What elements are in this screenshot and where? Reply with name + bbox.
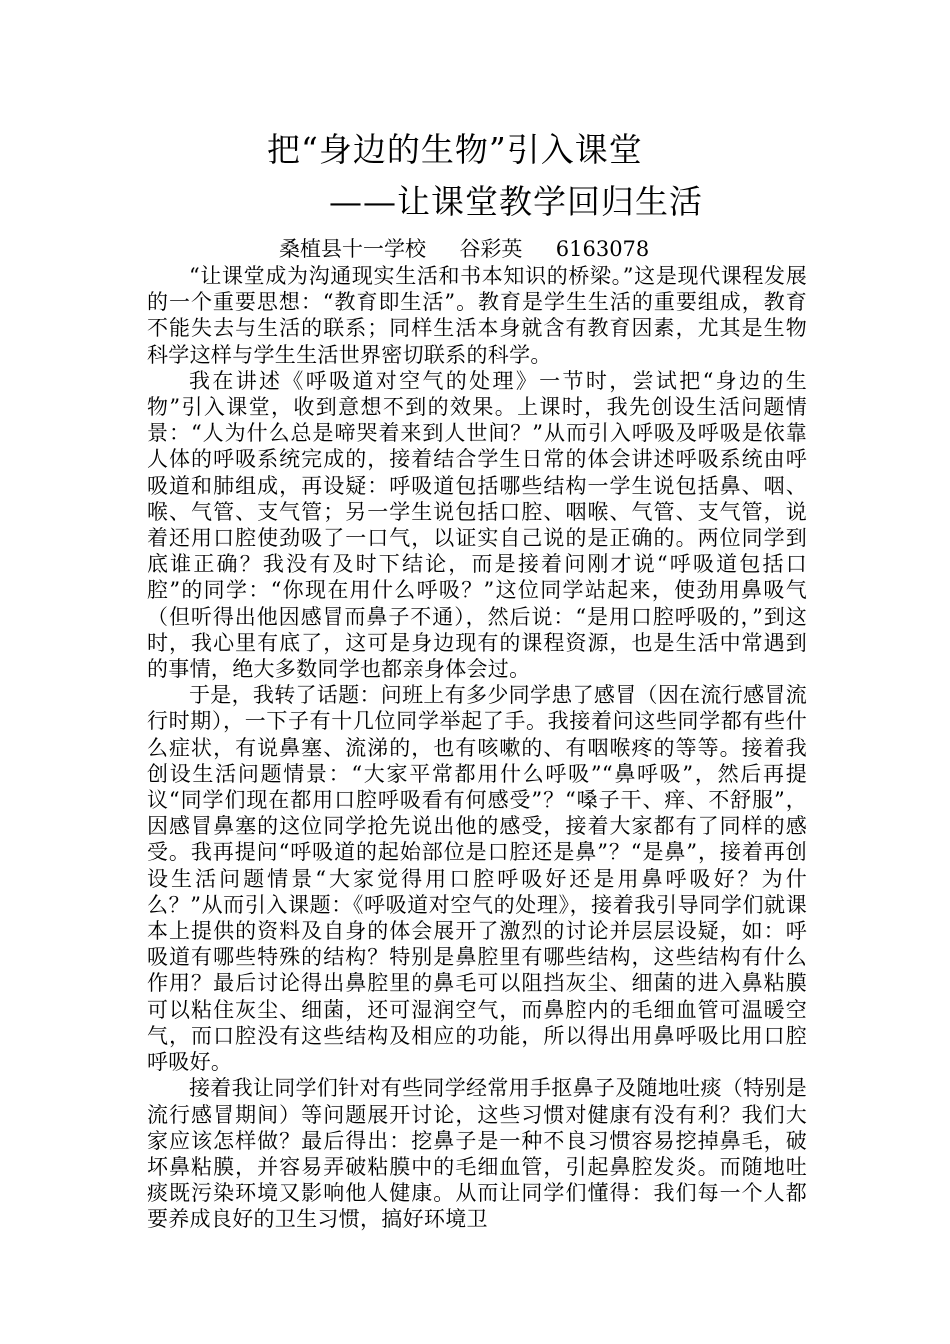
document-title: 把“身边的生物”引入课堂 xyxy=(267,130,643,169)
author-byline: 桑植县十一学校 谷彩英 6163078 xyxy=(279,237,650,261)
body-paragraph-2: 我在讲述《呼吸道对空气的处理》一节时，尝试把“身边的生物”引入课堂，收到意想不到的效果。上课时，我先创设生活问题情景：“人为什么总是啼哭着来到人世间？”从而引入呼吸及呼吸是依靠人体的呼吸系统完成的，接着结合学生日常的体会讲述呼吸系统由呼吸道和肺组成，再设疑：呼吸道包括哪些结构一学生说包括鼻、咽、喉、气管、支气管；另一学生说包括口腔、咽喉、气管、支气管，说着还用口腔使劲吸了一口气，以证实自己说的是正确的。两位同学到底谁正确？我没有及时下结论，而是接着问刚才说“呼吸道包括口腔”的同学：“你现在用什么呼吸？”这位同学站起来，使劲用鼻吸气（但听得出他因感冒而鼻子不通），然后说：“是用口腔呼吸的，”到这时，我心里有底了，这可是身边现有的课程资源，也是生活中常遇到的事情，绝大多数同学也都亲身体会过。 xyxy=(147,368,807,682)
body-paragraph-3: 于是，我转了话题：问班上有多少同学患了感冒（因在流行感冒流行时期），一下子有十几位同学举起了手。我接着问这些同学都有些什么症状，有说鼻塞、流涕的，也有咳嗽的、有咽喉疼的等等。接着我创设生活问题情景：“大家平常都用什么呼吸”“鼻呼吸”，然后再提议“同学们现在都用口腔呼吸看有何感受”？“嗓子干、痒、不舒服”，因感冒鼻塞的这位同学抢先说出他的感受，接着大家都有了同样的感受。我再提问“呼吸道的起始部位是口腔还是鼻”？“是鼻”，接着再创设生活问题情景“大家觉得用口腔呼吸好还是用鼻呼吸好？为什么？”从而引入课题：《呼吸道对空气的处理》，接着我引导同学们就课本上提供的资料及自身的体会展开了激烈的讨论并层层设疑，如：呼吸道有哪些特殊的结构？特别是鼻腔里有哪些结构，这些结构有什么作用？最后讨论得出鼻腔里的鼻毛可以阻挡灰尘、细菌的进入鼻粘膜可以粘住灰尘、细菌，还可湿润空气，而鼻腔内的毛细血管可温暖空气，而口腔没有这些结构及相应的功能，所以得出用鼻呼吸比用口腔呼吸好。 xyxy=(147,683,807,1075)
document-subtitle: ——让课堂教学回归生活 xyxy=(329,182,703,221)
document-page xyxy=(147,128,807,1233)
body-paragraph-1: “让课堂成为沟通现实生活和书本知识的桥梁。”这是现代课程发展的一个重要思想：“教育即生活”。教育是学生生活的重要组成，教育不能失去与生活的联系；同样生活本身就含有教育因素，尤其是生物科学这样与学生生活世界密切联系的科学。 xyxy=(147,264,807,367)
body-paragraph-4: 接着我让同学们针对有些同学经常用手抠鼻子及随地吐痰（特别是流行感冒期间）等问题展开讨论，这些习惯对健康有没有利？我们大家应该怎样做？最后得出：挖鼻子是一种不良习惯容易挖掉鼻毛，破坏鼻粘膜，并容易弄破粘膜中的毛细血管，引起鼻腔发炎。而随地吐痰既污染环境又影响他人健康。从而让同学们懂得：我们每一个人都要养成良好的卫生习惯，搞好环境卫 xyxy=(147,1076,807,1232)
